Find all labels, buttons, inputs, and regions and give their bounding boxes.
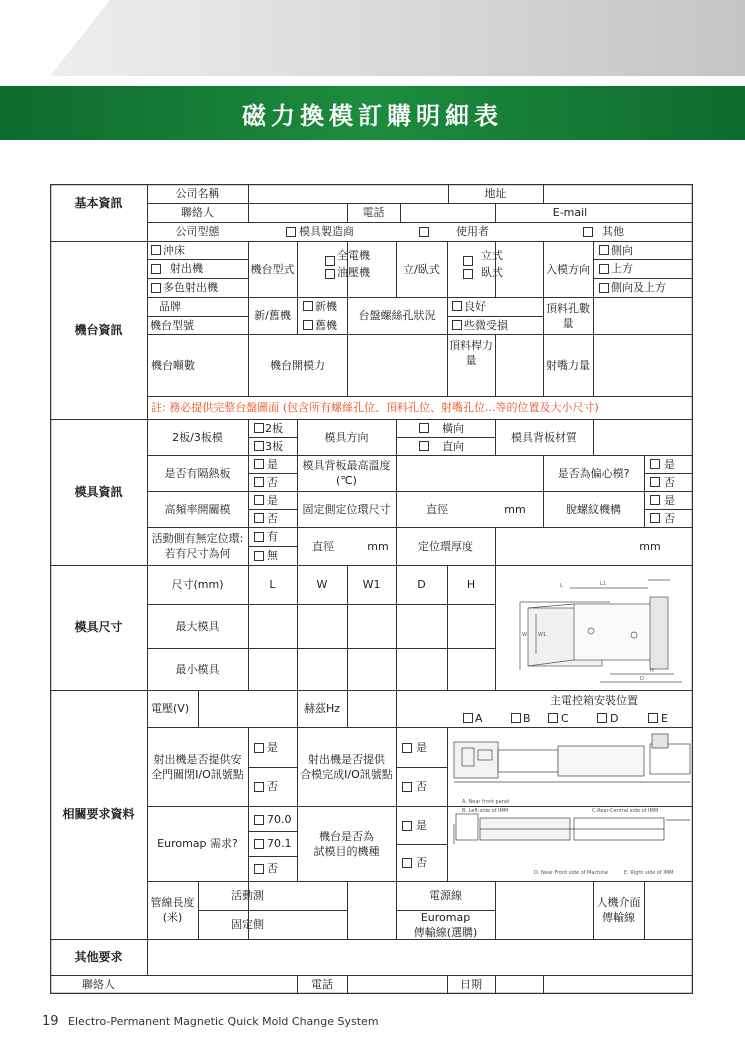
thread-good-checkbox[interactable] — [452, 301, 462, 311]
contact-field[interactable] — [248, 203, 347, 222]
fixed-ring-diameter-label: 直徑 — [426, 502, 448, 516]
svg-text:E. Right side of IMM: E. Right side of IMM — [624, 870, 674, 876]
svg-text:B. Left-side of IMM: B. Left-side of IMM — [462, 808, 509, 814]
phone-field[interactable] — [400, 203, 495, 222]
max-temp-label — [297, 455, 396, 491]
platen-thread-label: 台盤螺絲孔狀況 — [358, 309, 436, 322]
panel-e-checkbox[interactable] — [648, 713, 658, 723]
mold-done-no-checkbox[interactable] — [402, 782, 412, 792]
bottom-contact-label: 聯絡人 — [82, 978, 115, 991]
mold-done-io-label — [297, 727, 396, 806]
moving-ring-label — [147, 527, 248, 565]
landscape-checkbox[interactable] — [419, 423, 429, 433]
panel-position-label: 主電控箱安裝位置 — [550, 693, 638, 707]
entry-side-checkbox[interactable] — [599, 245, 609, 255]
svg-text:D. Near Front side of Machine: D. Near Front side of Machine — [534, 870, 608, 876]
mold-done-yes-label: 是 — [416, 740, 427, 754]
orientation-label: 立/臥式 — [403, 262, 440, 276]
stamping-label: 沖床 — [163, 243, 185, 257]
section-basic: 基本資訊 — [74, 195, 123, 210]
hydraulic-label: 油壓機 — [337, 266, 370, 279]
safety-io-yes-label: 是 — [267, 740, 278, 754]
panel-d-checkbox[interactable] — [597, 713, 607, 723]
mold-done-line1: 射出機是否提供 — [308, 752, 385, 766]
entry-top-checkbox[interactable] — [599, 264, 609, 274]
injection-checkbox[interactable] — [151, 264, 161, 274]
mold-direction-label: 模具方向 — [324, 430, 369, 444]
hmi-cable-line2: 傳輸線 — [602, 911, 635, 924]
section-mold: 模具資訊 — [74, 484, 123, 499]
type-other-checkbox[interactable] — [583, 227, 593, 237]
insulation-label: 是否有隔熱板 — [164, 466, 231, 480]
svg-text:H: H — [650, 668, 654, 674]
section-machine: 機台資訊 — [74, 322, 123, 337]
panel-d-label: D — [610, 711, 619, 725]
euromap-70-1-label: 70.1 — [267, 836, 292, 850]
hf-yes-label: 是 — [267, 493, 278, 507]
platen-drawing-note: 註: 務必提供完整台盤圖面 (包含所有螺絲孔位、頂料孔位、射嘴孔位...等的位置及大小尺寸) — [151, 401, 599, 414]
portrait-label: 直向 — [442, 439, 464, 453]
injection-machine-figure — [454, 734, 690, 844]
voltage-label: 電壓(V) — [151, 702, 190, 715]
multi-injection-checkbox[interactable] — [151, 283, 161, 293]
hf-yes-checkbox[interactable] — [254, 495, 264, 505]
euromap-cable-line1: Euromap — [420, 910, 471, 924]
unscrew-yes-checkbox[interactable] — [650, 495, 660, 505]
dim-col-l: L — [269, 578, 276, 591]
type-user-label: 使用者 — [456, 225, 489, 238]
moving-ring-mm-label: mm — [367, 539, 389, 553]
vertical-checkbox[interactable] — [463, 256, 473, 266]
footer-text: Electro-Permanent Magnetic Quick Mold Change System — [68, 1015, 379, 1028]
ejector-force-text: 頂料桿力量 — [449, 338, 493, 367]
eccentric-no-checkbox[interactable] — [650, 477, 660, 487]
moving-ring-none-label: 無 — [267, 549, 278, 562]
new-machine-checkbox[interactable] — [303, 301, 313, 311]
fixed-ring-mm-label: mm — [504, 502, 526, 516]
eccentric-no-label: 否 — [664, 475, 675, 489]
entry-side-top-checkbox[interactable] — [599, 283, 609, 293]
ring-thickness-label: 定位環厚度 — [418, 539, 473, 553]
mold-entry-label: 入模方向 — [546, 262, 590, 276]
test-mold-no-label: 否 — [416, 855, 427, 869]
order-form — [50, 184, 693, 994]
vertical-label: 立式 — [481, 249, 503, 262]
injection-label: 射出機 — [170, 262, 203, 275]
landscape-label: 橫向 — [442, 421, 464, 435]
type-user-checkbox[interactable] — [419, 227, 429, 237]
euromap-cable-line2: 傳輸線(選購) — [413, 925, 478, 939]
panel-b-label: B — [523, 711, 531, 725]
fixed-side-label: 固定側 — [231, 918, 264, 931]
euromap-70-0-label: 70.0 — [267, 812, 292, 826]
mold-done-no-label: 否 — [416, 779, 427, 793]
mold-dimension-figure — [520, 580, 682, 682]
company-name-field[interactable] — [248, 184, 448, 203]
min-mold-label: 最小模具 — [175, 662, 220, 676]
cable-length-label — [147, 881, 198, 939]
max-temp-line2: (℃) — [336, 474, 357, 487]
unscrew-no-checkbox[interactable] — [650, 513, 660, 523]
svg-text:A. Near front panel: A. Near front panel — [462, 799, 510, 805]
model-no-label: 機台型號 — [150, 318, 194, 332]
portrait-checkbox[interactable] — [419, 441, 429, 451]
svg-text:L: L — [560, 583, 563, 589]
eccentric-yes-label: 是 — [664, 457, 675, 471]
page-title: 磁力換模訂購明細表 — [242, 102, 503, 130]
moving-side-label: 活動測 — [231, 889, 264, 902]
hf-mold-label: 高頻率開關模 — [164, 502, 231, 516]
new-old-label: 新/舊機 — [254, 309, 291, 322]
test-mold-yes-checkbox[interactable] — [402, 821, 412, 831]
unscrew-label: 脫螺紋機構 — [566, 502, 621, 516]
address-label: 地址 — [484, 187, 507, 200]
horizontal-checkbox[interactable] — [463, 269, 473, 279]
eccentric-yes-checkbox[interactable] — [650, 459, 660, 469]
plate-type-label: 2板/3板模 — [172, 430, 223, 444]
test-mold-line1: 機台是否為 — [319, 829, 374, 843]
mold-done-line2: 合模完成I/O訊號點 — [300, 767, 393, 781]
two-plate-checkbox[interactable] — [254, 423, 264, 433]
moving-ring-has-label: 有 — [267, 530, 278, 543]
frequency-label: 赫茲Hz — [303, 702, 341, 715]
svg-text:C.Rear-Central side of IMM: C.Rear-Central side of IMM — [592, 808, 659, 814]
euromap-70-1-checkbox[interactable] — [254, 839, 264, 849]
dim-col-w1: W1 — [362, 578, 381, 591]
max-mold-label: 最大模具 — [175, 619, 220, 633]
thread-good-label: 良好 — [464, 300, 486, 313]
three-plate-checkbox[interactable] — [254, 441, 264, 451]
cable-length-line2: (米) — [162, 911, 183, 924]
ejector-holes-label — [543, 297, 593, 334]
all-electric-checkbox[interactable] — [325, 256, 335, 266]
ring-thickness-mm-label: mm — [639, 539, 661, 553]
all-electric-label: 全電機 — [337, 249, 370, 262]
bottom-phone-field[interactable] — [347, 975, 447, 994]
page-number: 19 — [42, 1014, 59, 1029]
unscrew-no-label: 否 — [664, 511, 675, 525]
hf-no-label: 否 — [267, 511, 278, 525]
company-name-label: 公司名稱 — [175, 187, 220, 200]
panel-b-checkbox[interactable] — [511, 713, 521, 723]
three-plate-label: 3板 — [265, 439, 283, 453]
insulation-no-checkbox[interactable] — [254, 477, 264, 487]
unscrew-yes-label: 是 — [664, 493, 675, 507]
eccentric-label: 是否為偏心模? — [557, 466, 630, 480]
stamping-checkbox[interactable] — [151, 245, 161, 255]
euromap-70-0-checkbox[interactable] — [254, 815, 264, 825]
section-other: 其他要求 — [74, 949, 123, 964]
panel-c-checkbox[interactable] — [548, 713, 558, 723]
section-mold-size: 模具尺寸 — [74, 620, 123, 634]
hmi-cable-line1: 人機介面 — [596, 896, 641, 909]
test-mold-label — [297, 806, 396, 881]
address-field[interactable] — [543, 184, 693, 203]
panel-a-label: A — [475, 711, 483, 725]
panel-a-checkbox[interactable] — [463, 713, 473, 723]
entry-side-top-label: 側向及上方 — [611, 281, 666, 294]
safety-io-line1: 射出機是否提供安 — [153, 752, 242, 766]
max-temp-line1: 模具背板最高溫度 — [302, 459, 391, 472]
insulation-no-label: 否 — [267, 475, 278, 489]
phone-label: 電話 — [362, 206, 385, 219]
dim-col-h: H — [466, 578, 476, 591]
old-machine-checkbox[interactable] — [303, 320, 313, 330]
bottom-date-field[interactable] — [495, 975, 693, 994]
multi-injection-label: 多色射出機 — [163, 281, 218, 294]
moving-ring-none-checkbox[interactable] — [254, 551, 264, 561]
horizontal-label: 臥式 — [481, 266, 503, 279]
old-machine-label: 舊機 — [315, 318, 337, 332]
svg-text:W: W — [522, 632, 527, 638]
fixed-ring-label: 固定側定位環尺寸 — [302, 502, 391, 516]
new-machine-label: 新機 — [315, 300, 337, 313]
section-requirements: 相關要求資料 — [62, 807, 135, 821]
insulation-yes-label: 是 — [267, 457, 278, 471]
euromap-cable-label — [396, 910, 495, 939]
model-type-label: 機台型式 — [250, 262, 295, 276]
ejector-holes-text: 頂料孔數量 — [546, 301, 590, 330]
contact-label: 聯絡人 — [181, 206, 214, 219]
company-type-label: 公司型態 — [175, 225, 220, 238]
mold-done-yes-checkbox[interactable] — [402, 743, 412, 753]
moving-ring-diameter-label: 直徑 — [312, 539, 334, 553]
euromap-label: Euromap 需求? — [157, 837, 238, 850]
test-mold-line2: 試模目的機種 — [313, 844, 380, 858]
panel-e-label: E — [661, 711, 668, 725]
euromap-no-checkbox[interactable] — [254, 864, 264, 874]
backplate-material-label: 模具背板材質 — [511, 430, 577, 444]
safety-io-line2: 全門關閉I/O訊號點 — [151, 767, 244, 781]
hf-no-checkbox[interactable] — [254, 513, 264, 523]
thread-damaged-checkbox[interactable] — [452, 320, 462, 330]
brand-label: 品牌 — [159, 300, 181, 313]
svg-text:D: D — [640, 676, 644, 682]
ejector-force-label — [447, 334, 495, 371]
opening-force-label: 機台開模力 — [270, 358, 325, 372]
email-label: E-mail — [552, 206, 588, 219]
moving-ring-line1: 活動側有無定位環: — [151, 532, 244, 545]
cable-length-line1: 管線長度 — [150, 896, 195, 909]
euromap-no-label: 否 — [267, 861, 278, 875]
dims-label: 尺寸(mm) — [171, 578, 224, 591]
dim-col-d: D — [417, 578, 426, 591]
svg-text:L1: L1 — [600, 581, 606, 587]
safety-io-yes-checkbox[interactable] — [254, 743, 264, 753]
page-footer — [42, 1014, 379, 1029]
panel-c-label: C — [561, 711, 569, 725]
moving-ring-has-checkbox[interactable] — [254, 532, 264, 542]
entry-top-label: 上方 — [611, 262, 633, 275]
hydraulic-checkbox[interactable] — [325, 269, 335, 279]
moving-ring-line2: 若有尺寸為何 — [164, 547, 231, 560]
bottom-date-label: 日期 — [460, 978, 482, 991]
safety-io-label — [147, 727, 248, 806]
two-plate-label: 2板 — [265, 421, 283, 435]
bottom-phone-label: 電話 — [311, 978, 333, 991]
hmi-cable-label — [593, 881, 644, 939]
safety-io-no-checkbox[interactable] — [254, 782, 264, 792]
insulation-yes-checkbox[interactable] — [254, 459, 264, 469]
nozzle-force-label: 射嘴力量 — [546, 358, 590, 372]
dim-col-w: W — [316, 578, 328, 591]
safety-io-no-label: 否 — [267, 779, 278, 793]
entry-side-label: 側向 — [611, 243, 633, 257]
test-mold-yes-label: 是 — [416, 818, 427, 832]
type-mold-maker-checkbox[interactable] — [286, 227, 296, 237]
type-other-label: 其他 — [602, 225, 624, 238]
type-mold-maker-label: 模具製造商 — [299, 225, 354, 238]
test-mold-no-checkbox[interactable] — [402, 858, 412, 868]
bottom-contact-field[interactable] — [147, 975, 297, 994]
svg-text:W1: W1 — [538, 632, 547, 638]
other-requirements-field[interactable] — [147, 939, 693, 975]
power-cable-label: 電源線 — [429, 889, 462, 902]
tonnage-label: 機台噸數 — [151, 358, 195, 372]
thread-damaged-label: 些微受損 — [464, 318, 508, 332]
